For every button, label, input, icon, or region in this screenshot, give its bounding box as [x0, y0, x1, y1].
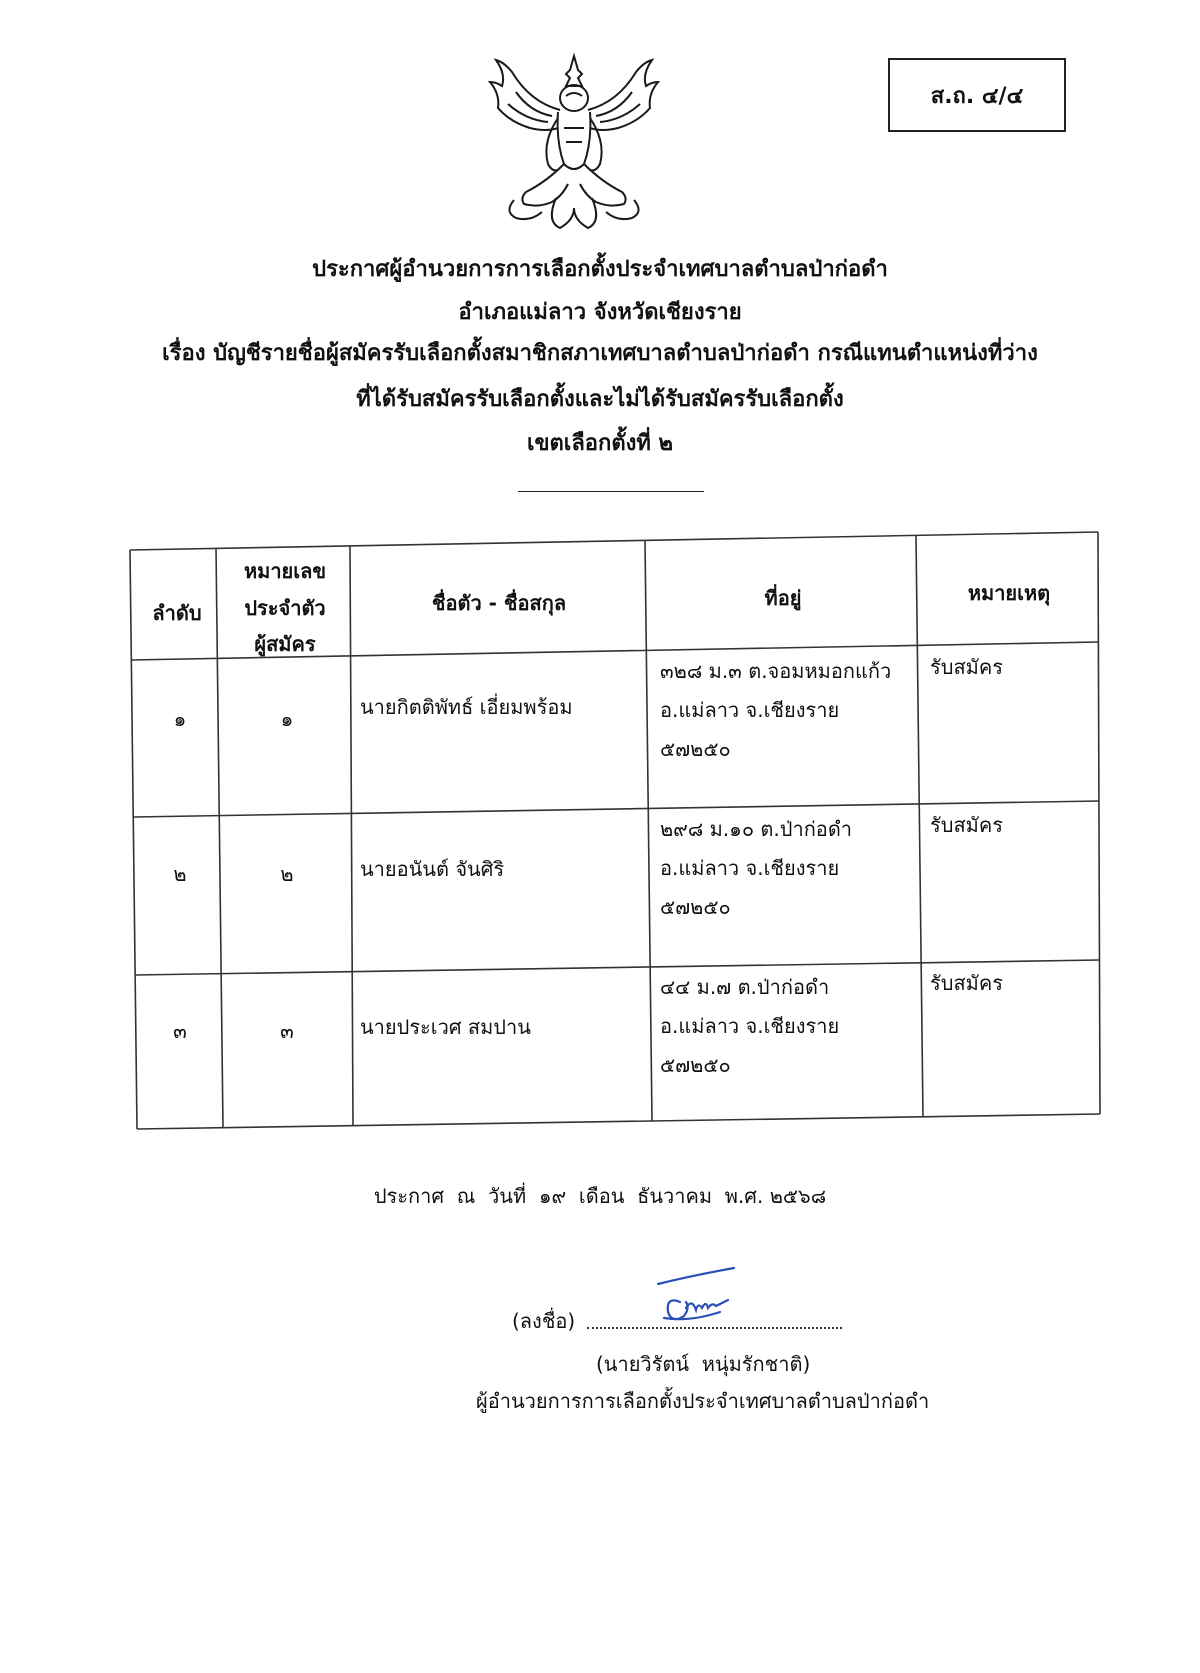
form-code: ส.ถ. ๔/๔: [930, 83, 1024, 109]
row3-number: ๓: [280, 1019, 294, 1043]
row1-order: ๑: [173, 707, 187, 731]
row3-order: ๓: [173, 1019, 187, 1043]
constituency-line: เขตเลือกตั้งที่ ๒: [526, 431, 674, 456]
header-address: ที่อยู่: [764, 586, 802, 610]
header-number-line1: หมายเลข: [243, 559, 327, 583]
header-name: ชื่อตัว - ชื่อสกุล: [431, 591, 567, 615]
signatory-title: ผู้อำนวยการการเลือกตั้งประจำเทศบาลตำบลป่าก่อดำ: [476, 1389, 930, 1413]
signature-prefix: (ลงชื่อ): [512, 1309, 576, 1333]
row2-remark: รับสมัคร: [930, 813, 1003, 837]
district-line: อำเภอแม่ลาว จังหวัดเชียงราย: [458, 300, 742, 325]
row1-address-line2: อ.แม่ลาว จ.เชียงราย: [660, 698, 840, 722]
header-number-line3: ผู้สมัคร: [254, 632, 316, 656]
row3-address-line3: ๕๗๒๕๐: [660, 1053, 731, 1077]
subject-line-continued: ที่ได้รับสมัครรับเลือกตั้งและไม่ได้รับสมัครรับเลือกตั้ง: [356, 387, 844, 412]
header-remark: หมายเหตุ: [967, 581, 1051, 605]
form-code-box: [888, 58, 1066, 132]
header-number-line2: ประจำตัว: [244, 596, 326, 620]
row2-number: ๒: [280, 862, 294, 886]
row3-name: นายประเวศ สมปาน: [360, 1015, 531, 1039]
garuda-emblem-icon: [486, 52, 662, 232]
row1-number: ๑: [280, 707, 294, 731]
row1-remark: รับสมัคร: [930, 655, 1003, 679]
row3-address-line2: อ.แม่ลาว จ.เชียงราย: [660, 1014, 840, 1038]
row2-address-line3: ๕๗๒๕๐: [660, 895, 731, 919]
announcement-title: ประกาศผู้อำนวยการการเลือกตั้งประจำเทศบาลตำบลป่าก่อดำ: [312, 257, 888, 282]
row2-address-line2: อ.แม่ลาว จ.เชียงราย: [660, 856, 840, 880]
title-divider: [518, 491, 704, 492]
row1-address-line1: ๓๒๘ ม.๓ ต.จอมหมอกแก้ว: [660, 659, 892, 683]
row1-name: นายกิตติพัทธ์ เอี่ยมพร้อม: [360, 695, 573, 719]
handwritten-signature-icon: [650, 1262, 740, 1332]
row2-order: ๒: [173, 862, 187, 886]
signatory-name: (นายวิรัตน์ หนุ่มรักชาติ): [596, 1352, 811, 1376]
subject-line: เรื่อง บัญชีรายชื่อผู้สมัครรับเลือกตั้งสมาชิกสภาเทศบาลตำบลป่าก่อดำ กรณีแทนตำแหน่งที่ว่าง: [162, 341, 1038, 366]
row1-address-line3: ๕๗๒๕๐: [660, 737, 731, 761]
announcement-date: ประกาศ ณ วันที่ ๑๙ เดือน ธันวาคม พ.ศ. ๒๕๖๘: [373, 1184, 827, 1208]
row2-address-line1: ๒๙๘ ม.๑๐ ต.ป่าก่อดำ: [660, 817, 853, 841]
row3-address-line1: ๔๔ ม.๗ ต.ป่าก่อดำ: [660, 975, 830, 999]
row3-remark: รับสมัคร: [930, 971, 1003, 995]
row2-name: นายอนันต์ จันศิริ: [360, 857, 505, 881]
header-order: ลำดับ: [152, 601, 202, 625]
